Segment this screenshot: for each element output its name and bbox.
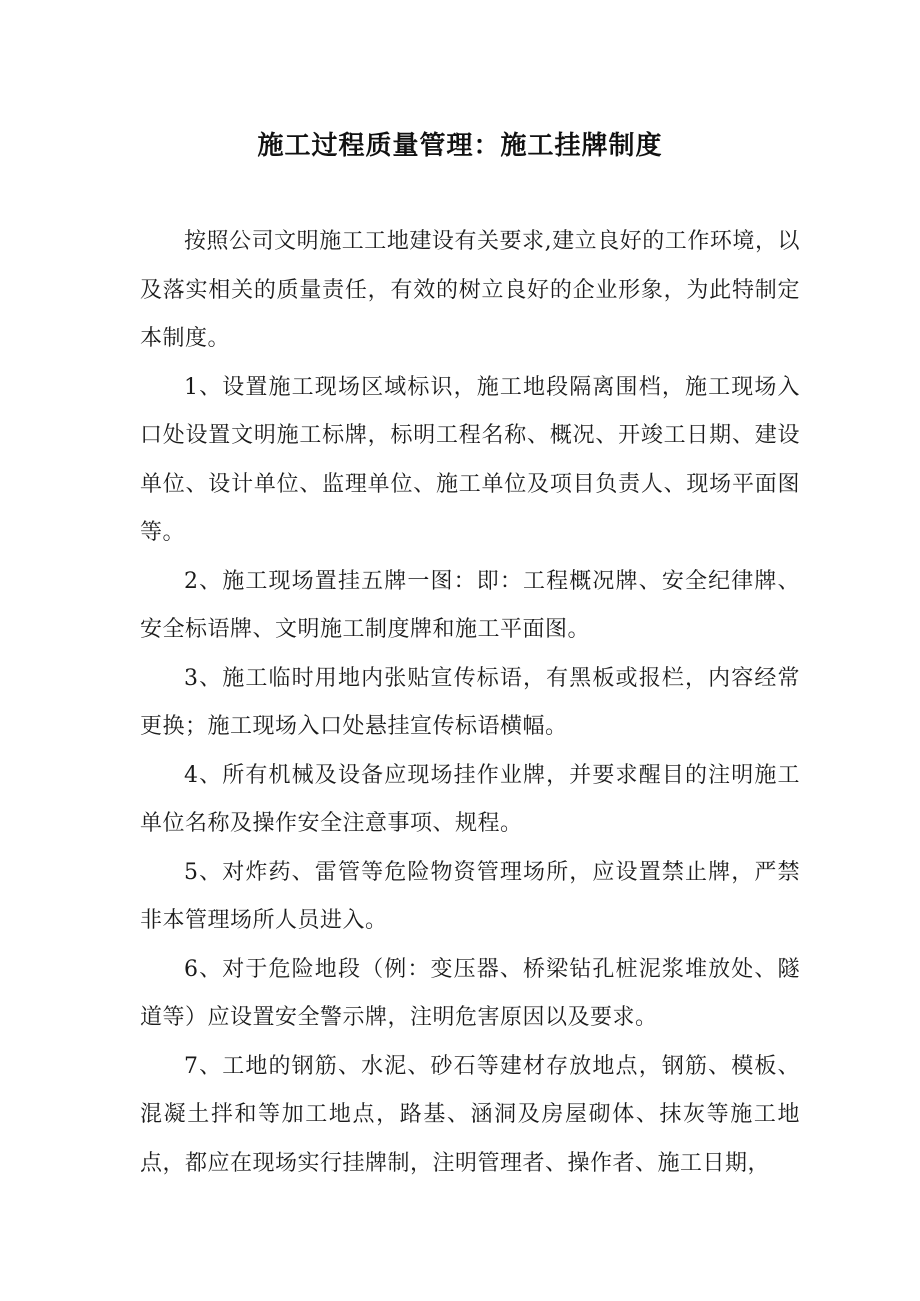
intro-paragraph: 按照公司文明施工工地建设有关要求,建立良好的工作环境，以及落实相关的质量责任，有效的树立良好的企业形象，为此特制定本制度。 [140, 229, 800, 351]
rule-paragraph-4: 4、所有机械及设备应现场挂作业牌，并要求醒目的注明施工单位名称及操作安全注意事项、规程。 [140, 762, 800, 836]
rule-paragraph-6: 6、对于危险地段（例：变压器、桥梁钻孔桩泥浆堆放处、隧道等）应设置安全警示牌，注明危害原因以及要求。 [140, 956, 800, 1030]
rule-paragraph-5: 5、对炸药、雷管等危险物资管理场所，应设置禁止牌，严禁非本管理场所人员进入。 [140, 859, 800, 933]
rule-paragraph-3: 3、施工临时用地内张贴宣传标语，有黑板或报栏，内容经常更换；施工现场入口处悬挂宣传标语横幅。 [140, 665, 800, 739]
rule-paragraph-7: 7、工地的钢筋、水泥、砂石等建材存放地点，钢筋、模板、混凝土拌和等加工地点，路基、涵洞及房屋砌体、抹灰等施工地点，都应在现场实行挂牌制，注明管理者、操作者、施工日期， [140, 1053, 800, 1176]
rule-paragraph-1: 1、设置施工现场区域标识，施工地段隔离围档，施工现场入口处设置文明施工标牌，标明工程名称、概况、开竣工日期、建设单位、设计单位、监理单位、施工单位及项目负责人、现场平面图等。 [140, 374, 800, 545]
rule-paragraph-2: 2、施工现场置挂五牌一图：即：工程概况牌、安全纪律牌、安全标语牌、文明施工制度牌和施工平面图。 [140, 568, 800, 642]
document-body [140, 218, 800, 1188]
page-title: 施工过程质量管理：施工挂牌制度 [257, 131, 663, 161]
